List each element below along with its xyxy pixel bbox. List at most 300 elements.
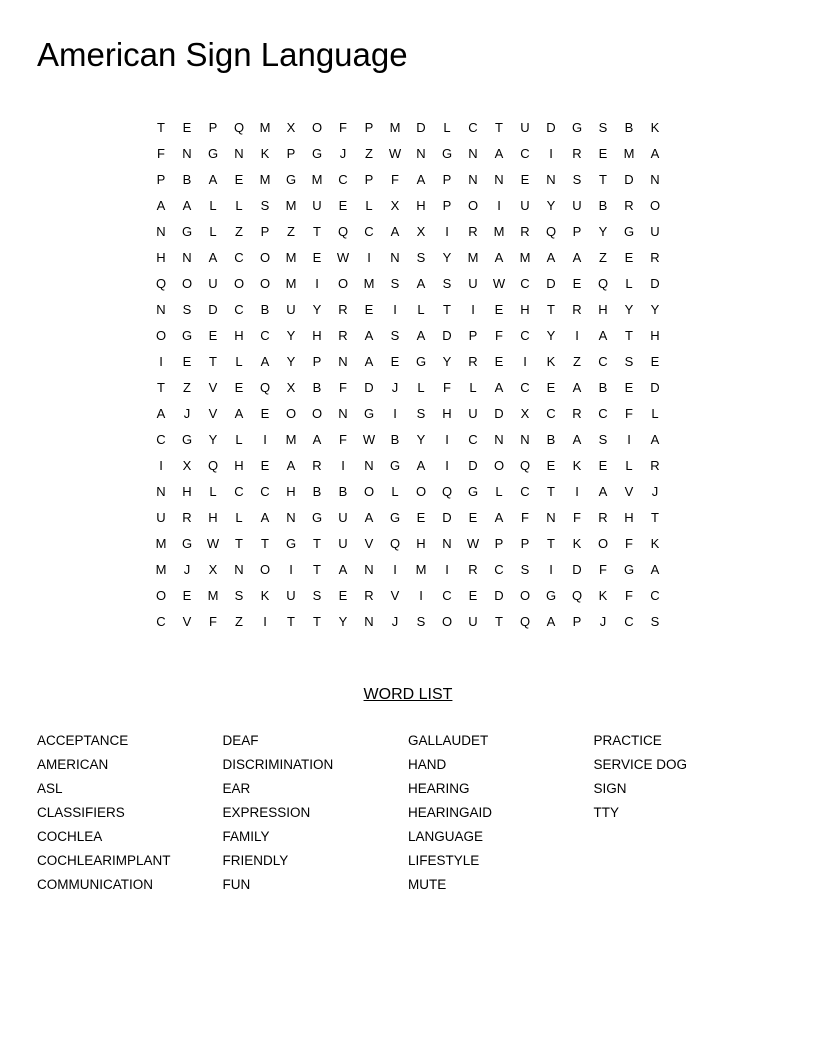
grid-letter: E	[546, 458, 556, 473]
grid-letter: E	[390, 354, 400, 369]
grid-letter: T	[313, 536, 321, 551]
grid-letter: G	[207, 146, 219, 161]
grid-letter: O	[597, 536, 609, 551]
grid-letter: O	[415, 484, 427, 499]
grid-letter: A	[546, 250, 556, 265]
grid-letter: H	[650, 328, 660, 343]
grid-letter: F	[157, 146, 165, 161]
grid-letter: I	[419, 588, 423, 603]
grid-letter: C	[442, 588, 452, 603]
grid-letter: Q	[519, 614, 531, 629]
grid-letter: G	[181, 432, 193, 447]
grid-letter: E	[572, 276, 582, 291]
grid-letter: Q	[519, 458, 531, 473]
grid-letter: C	[520, 380, 530, 395]
grid-letter: A	[260, 510, 270, 525]
word-list-item: SERVICE DOG	[593, 757, 688, 772]
grid-letter: H	[312, 328, 322, 343]
grid-letter: C	[494, 562, 504, 577]
grid-letter: N	[156, 224, 166, 239]
grid-letter: A	[598, 328, 608, 343]
grid-letter: S	[442, 276, 452, 291]
grid-letter: T	[261, 536, 269, 551]
grid-letter: W	[492, 276, 506, 291]
grid-letter: O	[259, 250, 271, 265]
grid-letter: S	[182, 302, 192, 317]
grid-letter: N	[234, 562, 244, 577]
grid-letter: E	[234, 172, 244, 187]
grid-letter: N	[442, 536, 452, 551]
grid-letter: O	[155, 588, 167, 603]
grid-letter: E	[494, 354, 504, 369]
grid-letter: E	[208, 328, 218, 343]
grid-letter: D	[546, 120, 556, 135]
grid-letter: P	[520, 536, 530, 551]
grid-letter: P	[572, 224, 582, 239]
grid-letter: P	[364, 172, 374, 187]
grid-letter: L	[391, 484, 399, 499]
grid-letter: C	[156, 614, 166, 629]
grid-letter: R	[338, 302, 348, 317]
grid-letter: B	[546, 432, 556, 447]
grid-letter: P	[442, 198, 452, 213]
grid-letter: F	[625, 536, 633, 551]
grid-letter: F	[443, 380, 451, 395]
grid-letter: F	[573, 510, 581, 525]
grid-letter: C	[598, 354, 608, 369]
grid-letter: U	[520, 120, 530, 135]
word-list-item: HEARING	[408, 781, 470, 796]
grid-letter: C	[260, 484, 270, 499]
grid-letter: Y	[650, 302, 660, 317]
grid-letter: K	[572, 458, 582, 473]
word-list-item: EXPRESSION	[222, 805, 311, 820]
grid-letter: L	[235, 354, 243, 369]
grid-letter: O	[155, 328, 167, 343]
grid-letter: V	[364, 536, 374, 551]
grid-letter: E	[312, 250, 322, 265]
grid-letter: W	[336, 250, 350, 265]
grid-letter: L	[625, 458, 633, 473]
grid-letter: Y	[598, 224, 608, 239]
grid-letter: E	[546, 380, 556, 395]
grid-letter: I	[549, 562, 553, 577]
grid-letter: I	[393, 562, 397, 577]
grid-letter: Y	[442, 354, 452, 369]
grid-letter: V	[182, 614, 192, 629]
grid-letter: S	[416, 614, 426, 629]
grid-letter: C	[338, 172, 348, 187]
grid-letter: I	[471, 302, 475, 317]
grid-letter: U	[572, 198, 582, 213]
grid-letter: X	[390, 198, 400, 213]
grid-letter: D	[494, 588, 504, 603]
grid-letter: R	[650, 250, 660, 265]
grid-letter: J	[651, 484, 659, 499]
grid-letter: U	[338, 510, 348, 525]
grid-letter: N	[546, 510, 556, 525]
word-list-item: LIFESTYLE	[408, 853, 480, 868]
grid-letter: D	[468, 458, 478, 473]
grid-letter: B	[312, 484, 322, 499]
grid-letter: C	[468, 120, 478, 135]
grid-letter: I	[523, 354, 527, 369]
grid-letter: H	[182, 484, 192, 499]
grid-letter: A	[572, 432, 582, 447]
grid-letter: I	[263, 614, 267, 629]
word-list-column	[594, 729, 780, 897]
word-list-heading: WORD LIST	[363, 686, 453, 703]
grid-letter: H	[624, 510, 634, 525]
grid-letter: U	[650, 224, 660, 239]
grid-letter: L	[443, 120, 451, 135]
grid-letter: Q	[259, 380, 271, 395]
grid-letter: C	[234, 250, 244, 265]
grid-letter: Z	[287, 224, 295, 239]
grid-letter: H	[416, 198, 426, 213]
grid-letter: N	[364, 562, 374, 577]
grid-letter: P	[208, 120, 218, 135]
grid-letter: N	[364, 614, 374, 629]
grid-letter: M	[155, 536, 167, 551]
grid-letter: A	[650, 146, 660, 161]
grid-letter: Q	[441, 484, 453, 499]
grid-letter: H	[598, 302, 608, 317]
grid-letter: P	[260, 224, 270, 239]
grid-letter: H	[156, 250, 166, 265]
grid-letter: A	[416, 328, 426, 343]
grid-letter: F	[339, 120, 347, 135]
grid-letter: A	[598, 484, 608, 499]
grid-letter: Y	[312, 302, 322, 317]
grid-letter: O	[233, 276, 245, 291]
grid-letter: M	[389, 120, 401, 135]
grid-letter: I	[445, 458, 449, 473]
grid-letter: I	[627, 432, 631, 447]
grid-letter: Y	[338, 614, 348, 629]
grid-letter: H	[442, 406, 452, 421]
grid-letter: B	[182, 172, 192, 187]
grid-letter: S	[416, 406, 426, 421]
grid-letter: L	[625, 276, 633, 291]
grid-letter: T	[235, 536, 243, 551]
grid-letter: A	[286, 458, 296, 473]
grid-letter: O	[441, 614, 453, 629]
grid-letter: X	[520, 406, 530, 421]
grid-letter: A	[416, 458, 426, 473]
grid-letter: E	[234, 380, 244, 395]
grid-letter: A	[312, 432, 322, 447]
grid-letter: U	[468, 406, 478, 421]
grid-letter: S	[598, 432, 608, 447]
grid-letter: N	[468, 146, 478, 161]
grid-letter: H	[234, 328, 244, 343]
grid-letter: I	[393, 302, 397, 317]
grid-letter: C	[624, 614, 634, 629]
grid-letter: M	[285, 276, 297, 291]
grid-letter: I	[315, 276, 319, 291]
grid-letter: E	[520, 172, 530, 187]
grid-letter: M	[311, 172, 323, 187]
grid-letter: S	[390, 276, 400, 291]
grid-letter: C	[520, 146, 530, 161]
grid-letter: S	[260, 198, 270, 213]
grid-letter: G	[623, 224, 635, 239]
grid-letter: B	[598, 380, 608, 395]
grid-letter: G	[285, 172, 297, 187]
grid-letter: B	[624, 120, 634, 135]
word-list-item: CLASSIFIERS	[37, 805, 125, 820]
grid-letter: M	[285, 432, 297, 447]
grid-letter: T	[157, 120, 165, 135]
grid-letter: M	[363, 276, 375, 291]
grid-letter: C	[260, 328, 270, 343]
grid-letter: E	[182, 120, 192, 135]
grid-letter: C	[468, 432, 478, 447]
grid-letter: E	[338, 198, 348, 213]
grid-letter: O	[259, 562, 271, 577]
grid-letter: P	[442, 172, 452, 187]
grid-letter: F	[339, 432, 347, 447]
grid-letter: R	[468, 562, 478, 577]
grid-letter: A	[390, 224, 400, 239]
grid-letter: H	[286, 484, 296, 499]
grid-letter: T	[209, 354, 217, 369]
grid-letter: A	[234, 406, 244, 421]
grid-letter: G	[311, 510, 323, 525]
grid-letter: D	[416, 120, 426, 135]
word-list-item: COCHLEA	[37, 829, 103, 844]
grid-letter: L	[235, 432, 243, 447]
grid-letter: G	[389, 458, 401, 473]
grid-letter: H	[416, 536, 426, 551]
grid-letter: C	[520, 328, 530, 343]
grid-letter: L	[235, 198, 243, 213]
grid-letter: M	[519, 250, 531, 265]
grid-letter: U	[338, 536, 348, 551]
grid-letter: Y	[546, 328, 556, 343]
grid-letter: A	[494, 146, 504, 161]
grid-letter: Y	[286, 354, 296, 369]
grid-letter: D	[546, 276, 556, 291]
grid-letter: I	[289, 562, 293, 577]
word-list-item: HEARINGAID	[408, 805, 493, 820]
grid-letter: B	[312, 380, 322, 395]
grid-letter: A	[650, 432, 660, 447]
grid-letter: M	[623, 146, 635, 161]
grid-letter: R	[624, 198, 634, 213]
grid-letter: U	[208, 276, 218, 291]
grid-letter: K	[260, 588, 270, 603]
grid-letter: D	[208, 302, 218, 317]
grid-letter: U	[286, 302, 296, 317]
grid-letter: E	[468, 588, 478, 603]
grid-letter: K	[572, 536, 582, 551]
grid-letter: L	[209, 224, 217, 239]
word-list-item: COMMUNICATION	[37, 877, 153, 892]
grid-letter: A	[416, 276, 426, 291]
word-list-item: DISCRIMINATION	[222, 757, 334, 772]
word-list-item: FRIENDLY	[222, 853, 289, 868]
grid-letter: X	[208, 562, 218, 577]
grid-letter: J	[183, 406, 191, 421]
grid-letter: I	[445, 562, 449, 577]
grid-letter: P	[312, 354, 322, 369]
grid-letter: M	[155, 562, 167, 577]
grid-letter: E	[182, 588, 192, 603]
grid-letter: S	[416, 250, 426, 265]
grid-letter: W	[388, 146, 402, 161]
grid-letter: J	[391, 614, 399, 629]
grid-letter: A	[156, 406, 166, 421]
grid-letter: A	[494, 380, 504, 395]
grid-letter: L	[209, 484, 217, 499]
grid-letter: Y	[208, 432, 218, 447]
grid-letter: N	[468, 172, 478, 187]
word-list-column	[223, 729, 409, 897]
grid-letter: E	[182, 354, 192, 369]
grid-letter: O	[181, 276, 193, 291]
grid-letter: T	[599, 172, 607, 187]
grid-letter: C	[156, 432, 166, 447]
grid-letter: T	[651, 510, 659, 525]
grid-letter: P	[468, 328, 478, 343]
grid-letter: Y	[416, 432, 426, 447]
grid-letter: H	[520, 302, 530, 317]
grid-letter: K	[598, 588, 608, 603]
grid-letter: M	[285, 198, 297, 213]
grid-letter: S	[312, 588, 322, 603]
grid-letter: Q	[597, 276, 609, 291]
grid-letter: N	[364, 458, 374, 473]
grid-letter: A	[364, 354, 374, 369]
grid-letter: N	[338, 406, 348, 421]
grid-letter: I	[367, 250, 371, 265]
grid-letter: I	[575, 328, 579, 343]
grid-letter: A	[364, 328, 374, 343]
grid-letter: A	[572, 250, 582, 265]
grid-letter: A	[650, 562, 660, 577]
grid-letter: E	[468, 510, 478, 525]
grid-letter: F	[495, 328, 503, 343]
grid-letter: E	[624, 250, 634, 265]
grid-letter: L	[417, 380, 425, 395]
grid-letter: J	[599, 614, 607, 629]
grid-letter: R	[598, 510, 608, 525]
grid-letter: R	[468, 224, 478, 239]
grid-letter: R	[572, 146, 582, 161]
word-list	[37, 729, 779, 897]
grid-letter: I	[575, 484, 579, 499]
grid-letter: W	[362, 432, 376, 447]
grid-letter: T	[547, 302, 555, 317]
grid-letter: C	[234, 302, 244, 317]
grid-letter: A	[364, 510, 374, 525]
grid-letter: N	[416, 146, 426, 161]
grid-letter: R	[572, 406, 582, 421]
grid-letter: N	[234, 146, 244, 161]
grid-letter: F	[339, 380, 347, 395]
grid-letter: D	[650, 276, 660, 291]
grid-letter: U	[468, 614, 478, 629]
grid-letter: A	[208, 250, 218, 265]
grid-letter: L	[365, 198, 373, 213]
grid-letter: E	[624, 380, 634, 395]
word-list-item: TTY	[593, 805, 619, 820]
grid-letter: Z	[235, 614, 243, 629]
grid-letter: L	[209, 198, 217, 213]
page-title: American Sign Language	[37, 36, 408, 73]
grid-letter: I	[263, 432, 267, 447]
grid-letter: G	[441, 146, 453, 161]
grid-letter: V	[390, 588, 400, 603]
grid-letter: Y	[442, 250, 452, 265]
grid-letter: F	[209, 614, 217, 629]
grid-letter: R	[468, 354, 478, 369]
grid-letter: B	[390, 432, 400, 447]
grid-letter: E	[260, 458, 270, 473]
grid-letter: O	[259, 276, 271, 291]
grid-letter: Q	[337, 224, 349, 239]
grid-letter: Y	[546, 198, 556, 213]
grid-letter: X	[286, 380, 296, 395]
grid-letter: Q	[233, 120, 245, 135]
word-list-item: LANGUAGE	[408, 829, 484, 844]
grid-letter: I	[445, 432, 449, 447]
grid-letter: I	[159, 354, 163, 369]
grid-letter: D	[442, 328, 452, 343]
grid-letter: N	[182, 250, 192, 265]
grid-letter: N	[520, 432, 530, 447]
grid-letter: Q	[571, 588, 583, 603]
word-list-column	[408, 729, 594, 897]
grid-letter: S	[234, 588, 244, 603]
grid-letter: O	[649, 198, 661, 213]
grid-letter: L	[495, 484, 503, 499]
grid-letter: N	[650, 172, 660, 187]
grid-letter: P	[156, 172, 166, 187]
grid-letter: T	[495, 120, 503, 135]
word-list-item: AMERICAN	[37, 757, 109, 772]
word-list-item: ASL	[37, 781, 63, 796]
grid-letter: W	[206, 536, 220, 551]
grid-letter: O	[311, 406, 323, 421]
grid-letter: O	[311, 120, 323, 135]
grid-letter: N	[156, 302, 166, 317]
grid-letter: N	[390, 250, 400, 265]
grid-letter: I	[549, 146, 553, 161]
grid-letter: R	[520, 224, 530, 239]
grid-letter: S	[572, 172, 582, 187]
grid-letter: E	[364, 302, 374, 317]
grid-letter: N	[156, 484, 166, 499]
grid-letter: Y	[286, 328, 296, 343]
grid-letter: M	[493, 224, 505, 239]
grid-letter: S	[624, 354, 634, 369]
grid-letter: D	[572, 562, 582, 577]
grid-letter: A	[182, 198, 192, 213]
grid-letter: N	[494, 432, 504, 447]
grid-letter: H	[234, 458, 244, 473]
grid-letter: D	[494, 406, 504, 421]
grid-letter: T	[495, 614, 503, 629]
grid-letter: Q	[207, 458, 219, 473]
grid-letter: T	[313, 224, 321, 239]
grid-letter: G	[415, 354, 427, 369]
grid-letter: G	[363, 406, 375, 421]
grid-letter: Q	[389, 536, 401, 551]
grid-letter: N	[546, 172, 556, 187]
